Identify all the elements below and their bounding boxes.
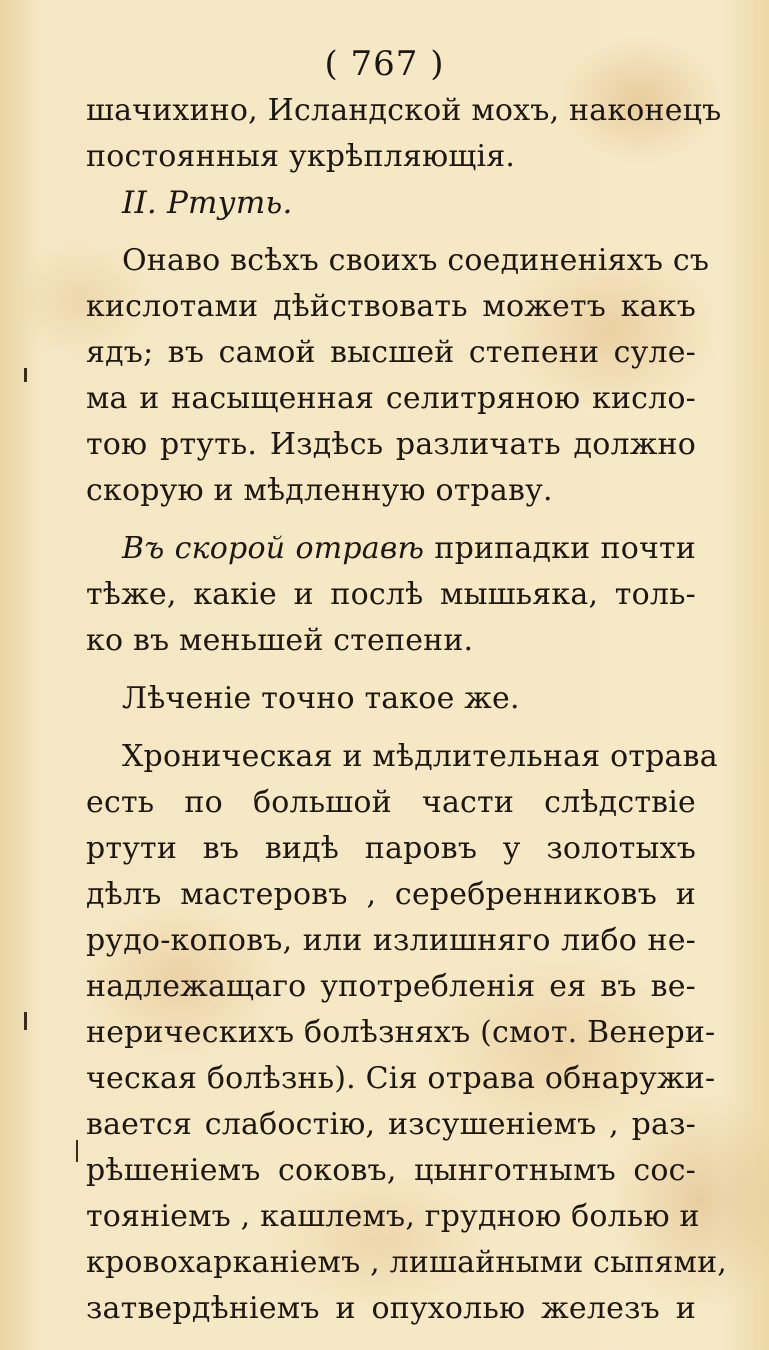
text-line: ческая болѣзнь). Сія отрава обнаружи- bbox=[86, 1061, 716, 1096]
section-heading: II. Ртуть. bbox=[122, 185, 293, 221]
text-line: надлежащаго употребленія ея въ ве- bbox=[86, 969, 696, 1004]
spacer bbox=[86, 664, 696, 676]
margin-mark bbox=[76, 1140, 78, 1162]
text-line: затвердѣніемъ и опухолью железъ и bbox=[86, 1291, 696, 1326]
text-line: тѣже, какіе и послѣ мышьяка, толь- bbox=[86, 577, 696, 612]
text-line: есть по большой части слѣдствіе bbox=[86, 785, 696, 820]
text-line-italic-lead: Въ скорой отравѣ припадки почти bbox=[122, 531, 696, 566]
text-line: ко въ меньшей степени. bbox=[86, 623, 474, 658]
page-number: ( 767 ) bbox=[324, 44, 445, 84]
text-line: вается слабостію, изсушеніемъ , раз- bbox=[86, 1107, 696, 1142]
text-line: скорую и мѣдленную отраву. bbox=[86, 473, 553, 508]
spacer bbox=[86, 722, 696, 734]
text-line: шачихино, Исландской мохъ, наконецъ bbox=[86, 93, 722, 128]
margin-mark bbox=[24, 1012, 27, 1030]
text-line: ртути въ видѣ паровъ у золотыхъ bbox=[86, 831, 696, 866]
text-line: тояніемъ , кашлемъ, грудною болью и bbox=[86, 1199, 700, 1234]
text-line: рѣшеніемъ соковъ, цынготнымъ сос- bbox=[86, 1153, 696, 1188]
spacer bbox=[86, 226, 696, 238]
spacer bbox=[86, 514, 696, 526]
text-line: Онаво всѣхъ своихъ соединеніяхъ съ bbox=[122, 243, 710, 278]
text-line: кислотами дѣйствовать можетъ какъ bbox=[86, 289, 696, 324]
page-text bbox=[86, 88, 728, 1332]
text-line: нерическихъ болѣзняхъ (смот. Венери- bbox=[86, 1015, 716, 1050]
text-line: кровохарканіемъ , лишайными сыпями, bbox=[86, 1245, 728, 1280]
text-line: Хроническая и мѣдлительная отрава bbox=[122, 739, 718, 774]
text-line: дѣлъ мастеровъ , серебренниковъ и bbox=[86, 877, 696, 912]
margin-mark bbox=[24, 368, 27, 382]
text-line: ядъ; въ самой высшей степени суле- bbox=[86, 335, 696, 370]
text-line: Лѣченіе точно такое же. bbox=[122, 681, 520, 716]
text-line: тою ртуть. Издѣсь различать должно bbox=[86, 427, 696, 462]
italic-phrase: Въ скорой отравѣ bbox=[122, 531, 425, 566]
text-line: постоянныя укрѣпляющія. bbox=[86, 139, 516, 174]
text-line: ма и насыщенная селитряною кисло- bbox=[86, 381, 696, 416]
text-line: рудо-коповъ, или излишняго либо не- bbox=[86, 923, 696, 958]
